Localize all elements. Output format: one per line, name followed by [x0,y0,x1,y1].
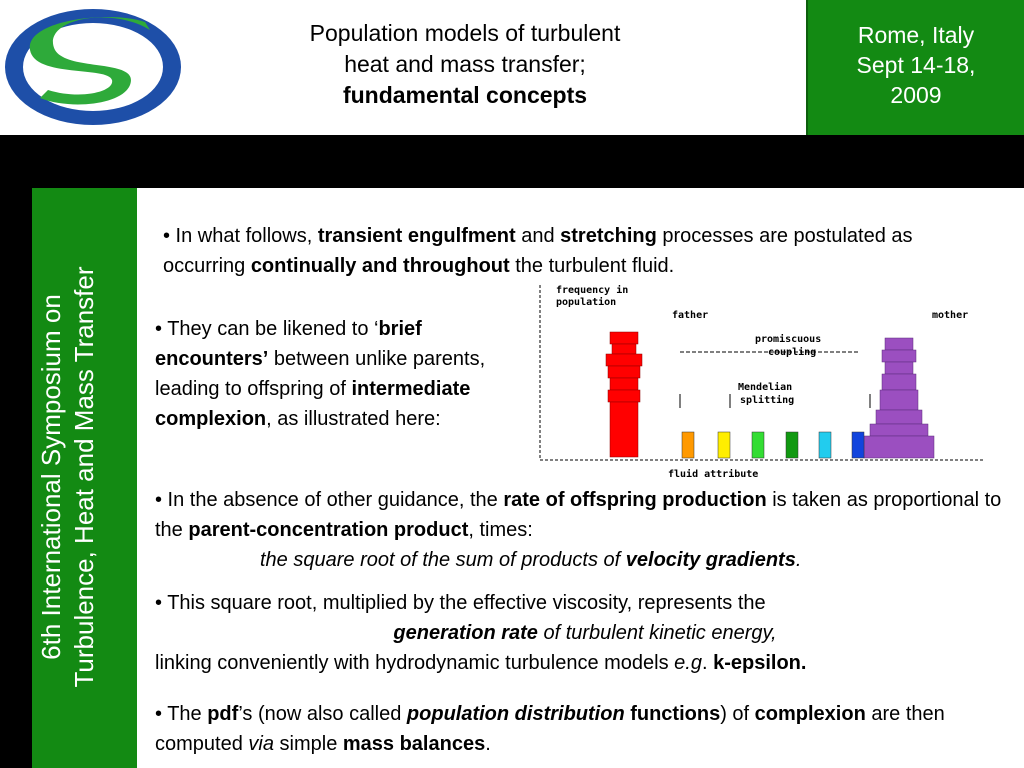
sidebar-line-1: 6th International Symposium on [36,294,66,660]
paragraph-generation-rate [155,588,1015,678]
fig-mother-block [876,410,922,424]
venue-dates: Sept 14-18, [856,52,976,78]
emphasis: intermediate complexion [155,378,471,430]
venue-city: Rome, Italy [857,22,975,48]
fig-father-block [610,332,638,344]
text: are then computed [155,703,945,755]
text: the turbulent fluid. [509,255,675,277]
emphasis: functions [624,703,721,725]
fig-mendelian-label: Mendelian [738,382,793,393]
fig-father-block [610,378,638,390]
emphasis: transient engulfment [317,225,516,247]
text: processes are postulated as occurring [163,225,913,277]
header-divider-bar [0,135,1024,188]
text: • In the absence of other guidance, the [155,489,504,511]
fig-offspring-bar [852,432,864,458]
text: . [795,549,802,571]
emphasis: generation rate [393,622,538,644]
fig-mother-block [880,390,918,410]
fig-ylabel-2: population [556,297,617,308]
fig-father-block [610,402,638,457]
fig-father-label: father [672,310,709,321]
paragraph-offspring-rate [155,485,1015,575]
fig-father-block [606,354,642,366]
sidebar-line-2: Turbulence, Heat and Mass Transfer [69,266,99,688]
formula-line [155,545,1015,575]
fig-offspring-bar [682,432,694,458]
title-bold: fundamental concepts [342,82,588,108]
text: of turbulent kinetic energy, [537,622,777,644]
text: • They can be likened to ‘ [155,318,379,340]
text: simple [273,733,343,755]
sidebar-caption [35,187,101,767]
emphasis: brief encounters’ [155,318,422,370]
text: ’s (now also called [238,703,407,725]
italic: via [248,733,274,755]
emphasis: k-epsilon. [713,652,807,674]
emphasis: population distribution [406,703,625,725]
text: is taken as proportional to the [155,489,1002,541]
fig-offspring-bar [819,432,831,458]
fig-mother-label: mother [932,310,969,321]
fig-father-block [612,344,636,354]
emphasis: complexion [754,703,866,725]
population-diagram [530,280,990,485]
fig-offspring-bar [752,432,764,458]
generation-rate-line [155,618,1015,648]
fig-father-block [608,366,640,378]
emphasis: pdf [207,703,239,725]
text: between unlike parents, leading to offspring of [155,348,486,400]
emphasis: parent-concentration product [188,519,469,541]
fig-xlabel: fluid attribute [668,469,759,480]
text: , as illustrated here: [266,408,441,430]
fig-ylabel-1: frequency in [556,285,629,296]
fig-mother-block [870,424,928,436]
fig-coupling-label: coupling [768,347,817,358]
paragraph-engulfment [163,221,993,281]
title-line-2: heat and mass transfer; [344,51,586,77]
text: • This square root, multiplied by the effective viscosity, represents the [155,592,766,614]
emphasis: rate of offspring production [503,489,767,511]
symposium-logo [0,0,185,135]
text: . [485,733,491,755]
fig-mother-block [882,350,916,362]
fig-mother-block [885,338,913,350]
paragraph-pdf [155,699,1015,759]
slide-title [200,18,730,111]
emphasis: stretching [560,225,657,247]
venue-year: 2009 [890,82,942,108]
text: and [515,225,561,247]
text: . [701,652,714,674]
text: the square root of the sum of products of [260,549,626,571]
emphasis: velocity gradients [625,549,796,571]
fig-mother-block [864,436,934,458]
paragraph-encounters [155,314,515,434]
italic: e.g [674,652,702,674]
fig-offspring-bar [718,432,730,458]
fig-promiscuous-label: promiscuous [755,334,822,345]
fig-mother-block [882,374,916,390]
title-line-1: Population models of turbulent [309,20,621,46]
fig-offspring-bar [786,432,798,458]
text: ) of [720,703,755,725]
text: , times: [468,519,533,541]
fig-mother-block [885,362,913,374]
text: • The [155,703,208,725]
text: • In what follows, [163,225,318,247]
venue-box [806,0,1024,135]
text: linking conveniently with hydrodynamic turbulence models [155,652,675,674]
fig-father-block [608,390,640,402]
emphasis: continually and throughout [250,255,510,277]
emphasis: mass balances [342,733,486,755]
fig-splitting-label: splitting [740,395,795,406]
